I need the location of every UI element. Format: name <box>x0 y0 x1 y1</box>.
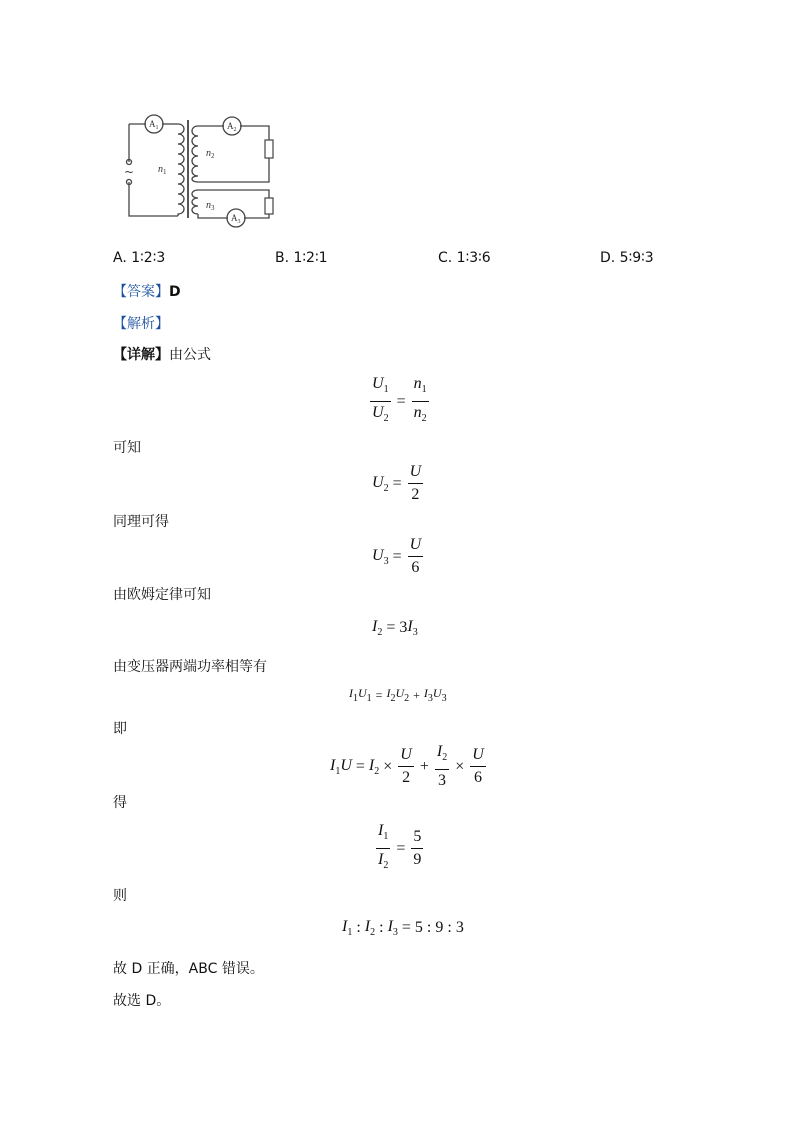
equation-u3: $U_3$ = $\frac{U}{6}$ <box>372 536 422 576</box>
text-de: 得 <box>113 795 127 811</box>
option-c: C. 1∶3∶6 <box>438 250 491 266</box>
equation-u2: $U_2$ = $\frac{U}{2}$ <box>372 463 422 503</box>
coil-n1-label: $n_1$ <box>158 164 167 176</box>
text-choice: 故选 D。 <box>113 993 171 1009</box>
ammeter-a3-label: $A_3$ <box>231 213 241 225</box>
answer-value: D <box>169 284 181 300</box>
detail-line <box>113 344 211 364</box>
option-d: D. 5∶9∶3 <box>600 250 654 266</box>
equation-voltage-ratio: $\frac{U_1}{U_2}$ = $\frac{n_1}{n_2}$ <box>372 375 427 424</box>
equation-power: $I_1U_1$ = $I_2U_2$ + $I_3U_3$ <box>349 686 447 704</box>
coil-n3-label: $n_3$ <box>206 200 215 212</box>
answer-line <box>113 281 181 301</box>
text-tongli: 同理可得 <box>113 514 169 530</box>
equation-final-ratio: $I_1$ : $I_2$ : $I_3$ = 5 : 9 : 3 <box>342 918 464 938</box>
text-ze: 则 <box>113 888 127 904</box>
answer-tag: 【答案】 <box>113 284 169 300</box>
detail-tag: 【详解】 <box>113 347 169 363</box>
coil-n2-label: $n_2$ <box>206 148 215 160</box>
ammeter-a2-label: $A_2$ <box>227 121 237 133</box>
option-a: A. 1∶2∶3 <box>113 250 166 266</box>
text-power: 由变压器两端功率相等有 <box>113 659 267 675</box>
text-ohm: 由欧姆定律可知 <box>113 587 211 603</box>
equation-current-ratio: $\frac{I_1}{I_2}$ = $\frac{5}{9}$ <box>378 822 422 871</box>
option-b: B. 1∶2∶1 <box>275 250 328 266</box>
transformer-circuit-diagram <box>112 110 292 232</box>
svg-text:~: ~ <box>124 165 135 179</box>
detail-text: 由公式 <box>169 347 211 363</box>
equation-i2: $I_2$ = 3 $I_3$ <box>372 618 418 638</box>
equation-expanded: $I_1U$ = $I_2$ × $\frac{U}{2}$ + $\frac{I_2}{3}$ × $\frac{U}{6}$ <box>330 743 484 789</box>
text-ji: 即 <box>113 721 127 737</box>
text-kezhi: 可知 <box>113 440 141 456</box>
ammeter-a1-label: $A_1$ <box>149 119 159 131</box>
analysis-tag: 【解析】 <box>113 316 169 332</box>
text-conclusion: 故 D 正确，ABC 错误。 <box>113 961 264 977</box>
